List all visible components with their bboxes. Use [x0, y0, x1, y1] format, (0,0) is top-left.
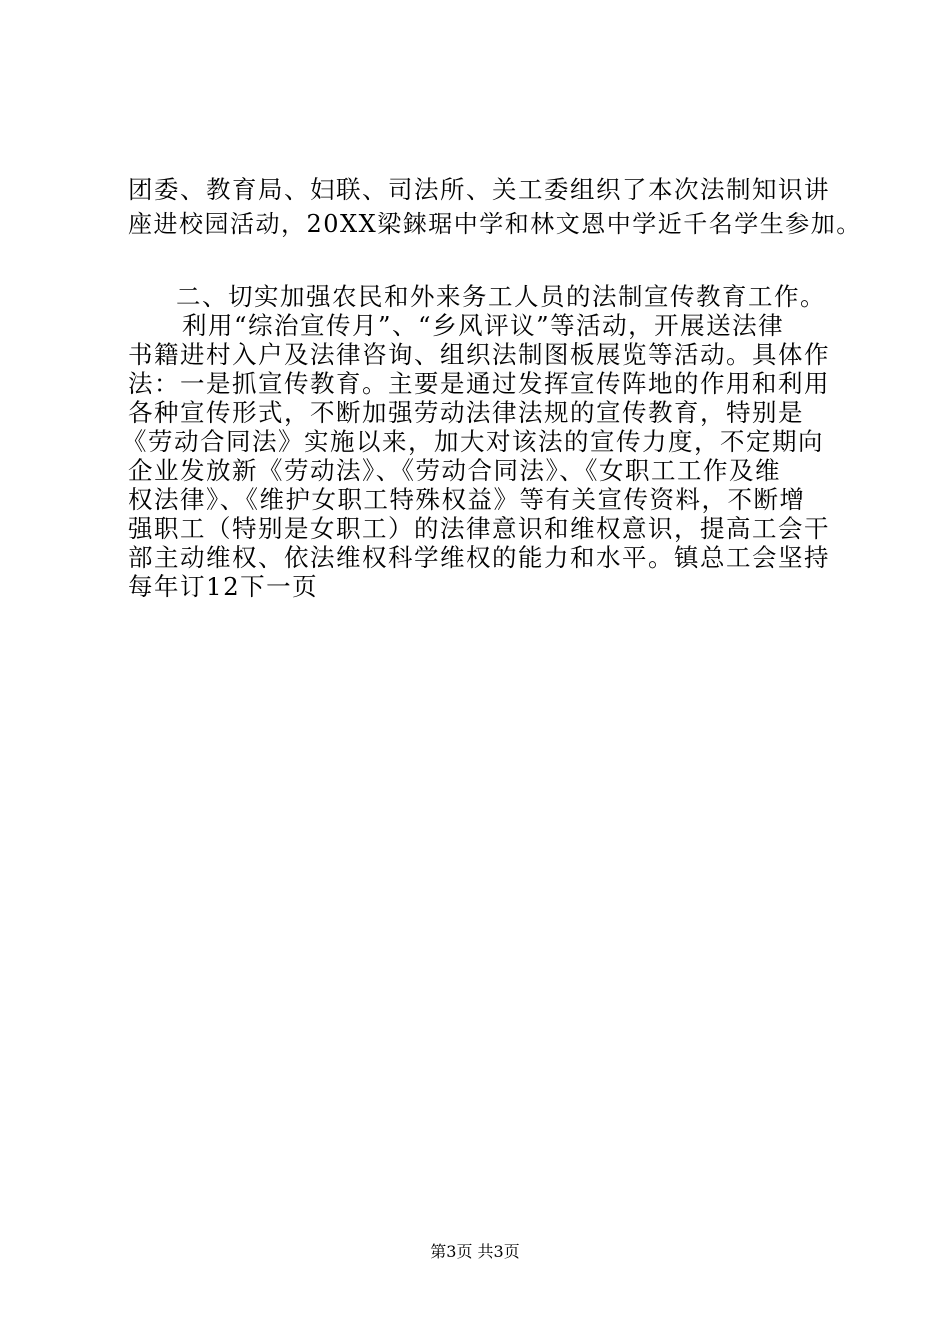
paragraph-line: 利用“综治宣传月”、“乡风评议”等活动，开展送法律	[182, 311, 785, 340]
paragraph-line: 每年订12下一页	[128, 572, 319, 601]
paragraph-line: 各种宣传形式，不断加强劳动法律法规的宣传教育，特别是	[128, 398, 804, 427]
paragraph-line: 强职工（特别是女职工）的法律意识和维权意识，提高工会干	[128, 514, 830, 543]
paragraph-line: 团委、教育局、妇联、司法所、关工委组织了本次法制知识讲	[128, 175, 830, 204]
paragraph-line: 书籍进村入户及法律咨询、组织法制图板展览等活动。具体作	[128, 340, 830, 369]
paragraph-line: 部主动维权、依法维权科学维权的能力和水平。镇总工会坚持	[128, 543, 830, 572]
section-heading: 二、切实加强农民和外来务工人员的法制宣传教育工作。	[176, 282, 826, 311]
paragraph-line: 座进校园活动，20XX梁錸琚中学和林文恩中学近千名学生参加。	[128, 210, 862, 238]
paragraph-line: 企业发放新《劳动法》、《劳动合同法》、《女职工工作及维	[128, 456, 781, 485]
paragraph-line: 权法律》、《维护女职工特殊权益》等有关宣传资料，不断增	[128, 485, 806, 514]
paragraph-line: 法：一是抓宣传教育。主要是通过发挥宣传阵地的作用和利用	[128, 369, 830, 398]
page-footer: 第3页 共3页	[430, 1242, 520, 1261]
paragraph-line: 《劳动合同法》实施以来，加大对该法的宣传力度，不定期向	[122, 427, 824, 456]
